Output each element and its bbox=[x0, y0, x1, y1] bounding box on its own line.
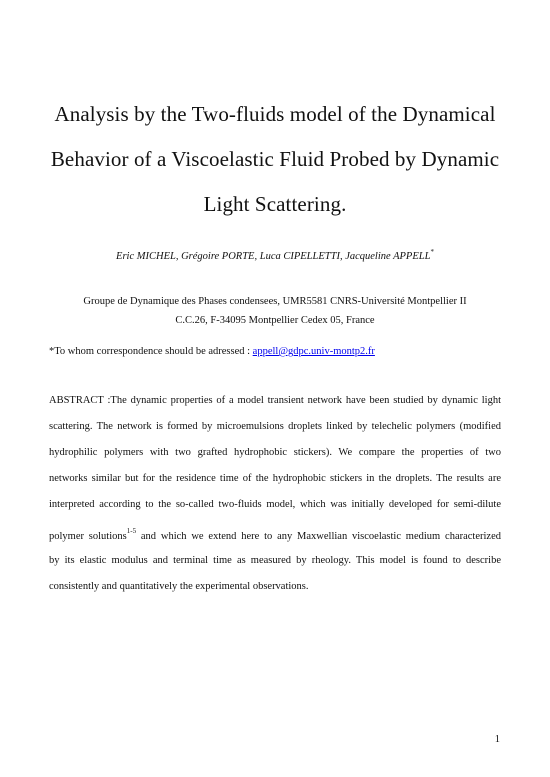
correspondence-note bbox=[49, 346, 375, 357]
abstract bbox=[49, 388, 501, 600]
page-number: 1 bbox=[494, 734, 500, 745]
affiliation bbox=[40, 292, 510, 330]
abstract-line-6 bbox=[49, 518, 501, 550]
abstract-line-5: interpreted according to the so-called two-fluids model, which was initially developed for semi-dilute bbox=[49, 499, 501, 510]
title-line-2: Behavior of a Viscoelastic Fluid Probed by Dynamic bbox=[50, 147, 500, 171]
title-line-1: Analysis by the Two-fluids model of the Dynamical bbox=[54, 102, 496, 126]
abstract-line-8: consistently and quantitatively the experimental observations. bbox=[49, 581, 309, 592]
abstract-line-3: hydrophilic polymers with two grafted hydrophobic stickers). We compare the properties of two bbox=[49, 447, 501, 458]
author-names: Eric MICHEL, Grégoire PORTE, Luca CIPELLETTI, Jacqueline APPELL bbox=[116, 251, 431, 262]
reference-superscript: 1-5 bbox=[126, 527, 137, 535]
corresponding-author-mark: * bbox=[430, 248, 434, 256]
abstract-line-7: by its elastic modulus and terminal time as measured by rheology. This model is found to describe bbox=[49, 555, 501, 566]
title-line-3: Light Scattering. bbox=[203, 192, 347, 216]
abstract-line-6-end: and which we extend here to any Maxwellian viscoelastic medium characterized bbox=[136, 531, 501, 542]
correspondence-prefix: *To whom correspondence should be adressed : bbox=[49, 346, 253, 357]
abstract-line-4: networks similar but for the residence time of the hydrophobic stickers in the droplets. The results are bbox=[49, 473, 501, 484]
affiliation-line-1: Groupe de Dynamique des Phases condensees, UMR5581 CNRS-Université Montpellier II bbox=[83, 296, 467, 307]
abstract-line-2: scattering. The network is formed by microemulsions droplets linked by telechelic polymers (modified bbox=[49, 421, 501, 432]
author-list bbox=[40, 248, 510, 262]
abstract-line-6-start: polymer solutions bbox=[49, 531, 127, 542]
abstract-line-1: ABSTRACT :The dynamic properties of a model transient network have been studied by dynamic light bbox=[49, 395, 501, 406]
paper-title bbox=[40, 92, 510, 227]
affiliation-line-2: C.C.26, F-34095 Montpellier Cedex 05, France bbox=[175, 315, 375, 326]
email-link[interactable]: appell@gdpc.univ-montp2.fr bbox=[252, 346, 375, 357]
